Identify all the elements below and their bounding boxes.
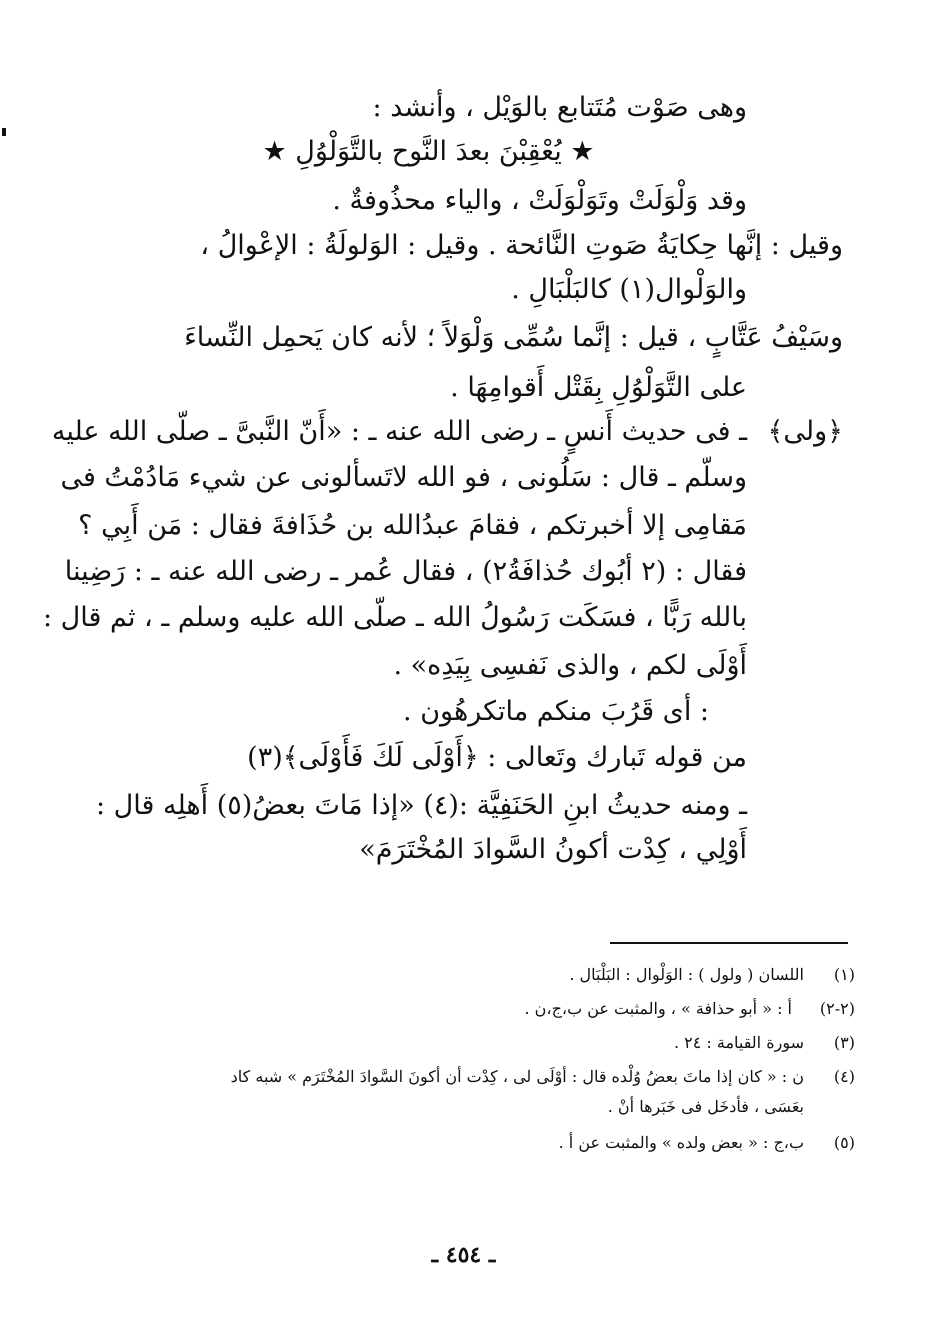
body-line: والوَلْوال(١) كالبَلْبَالِ .: [511, 274, 747, 305]
body-line: فقال : (٢ أبُوك حُذافَةُ٢) ، فقال عُمر ـ رضى الله عنه ـ : رَضِينا: [64, 556, 747, 587]
body-line: أَوْلَى لكم ، والذى نَفسِى بِيَدِه» .: [393, 650, 747, 681]
body-line: ـ ومنه حديثُ ابنِ الحَنَفِيَّة :(٤) «إذا مَاتَ بعضُ(٥) أَهلِه قال :: [95, 790, 747, 821]
margin-mark: [2, 128, 6, 136]
entry-heading: ﴿ولى﴾: [767, 416, 843, 447]
footnote-text: أ : « أبو حذافة » ، والمثبت عن ب،ج،ن .: [524, 999, 792, 1018]
body-line: بالله رَبًّا ، فسَكَت رَسُولُ الله ـ صلّى الله عليه وسلم ـ ، ثم قال :: [42, 602, 747, 633]
footnote-separator: [610, 942, 848, 944]
body-line: من قوله تَبارك وتَعالى : ﴿أَوْلَى لَكَ فَأَوْلَى﴾(٣): [247, 742, 747, 773]
footnote-text: ن : « كان إذا ماتَ بعضُ وُلْده قال : أوْلَى لى ، كِدْت أن أكونَ السَّوادَ المُخْتَرَم » شبه كاد: [230, 1067, 804, 1086]
body-line: وهى صَوْت مُتَتابع بالوَيْل ، وأنشد :: [372, 92, 747, 123]
footnote-text: اللسان ( ولول ) : الوَلْوال : البَلْبَال .: [569, 965, 804, 984]
footnote-number: (٢-٢): [819, 999, 855, 1018]
body-line: وقد وَلْوَلَتْ وتَوَلْوَلَتْ ، والياء محذُوفةٌ .: [332, 185, 747, 216]
footnote-text-continued: بعَسَى ، فأدخَل فى خَبَرها أنْ .: [607, 1097, 804, 1116]
footnote-text: ب،ج : « بعض ولده » والمثبت عن أ .: [558, 1133, 804, 1152]
body-line: وسلّم ـ قال : سَلُونى ، فو الله لاتَسألونى عن شيء مَادُمْتُ فى: [60, 462, 747, 493]
footnote-number: (٣): [833, 1033, 855, 1052]
page-number: ـ ٤٥٤ ـ: [431, 1242, 496, 1268]
body-line: وسَيْفُ عَتَّابٍ ، قيل : إنَّما سُمِّى وَلْوَلاً ؛ لأنه كان يَحمِل النِّساءَ: [184, 322, 843, 353]
body-line: على التَّوَلْوُلِ بِقَتْل أَقوامِهَا .: [450, 372, 747, 403]
footnote-number: (١): [833, 965, 855, 984]
body-line: : أى قَرُبَ منكم ماتكرهُون .: [403, 696, 709, 727]
body-line: أَوْلِي ، كِدْت أكونُ السَّوادَ المُخْتَرَمَ»: [359, 834, 747, 865]
footnote-text: سورة القيامة : ٢٤ .: [673, 1033, 804, 1052]
body-line: ـ فى حديث أَنسٍ ـ رضى الله عنه ـ : «أَنّ النَّبىَّ ـ صلّى الله عليه: [51, 416, 747, 447]
footnote-number: (٥): [833, 1133, 855, 1152]
body-line: وقيل : إنَّها حِكايَةُ صَوتِ النَّائحة . وقيل : الوَلولَةُ : الإعْوالُ ،: [200, 230, 843, 261]
verse-line: ★ يُعْقِبْنَ بعدَ النَّوح بالتَّوَلْوُلِ ★: [262, 136, 595, 167]
footnote-number: (٤): [833, 1067, 855, 1086]
body-line: مَقامِى إلا أخبرتكم ، فقامَ عبدُالله بن حُذَافةَ فقال : مَن أَبِي ؟: [78, 510, 747, 541]
